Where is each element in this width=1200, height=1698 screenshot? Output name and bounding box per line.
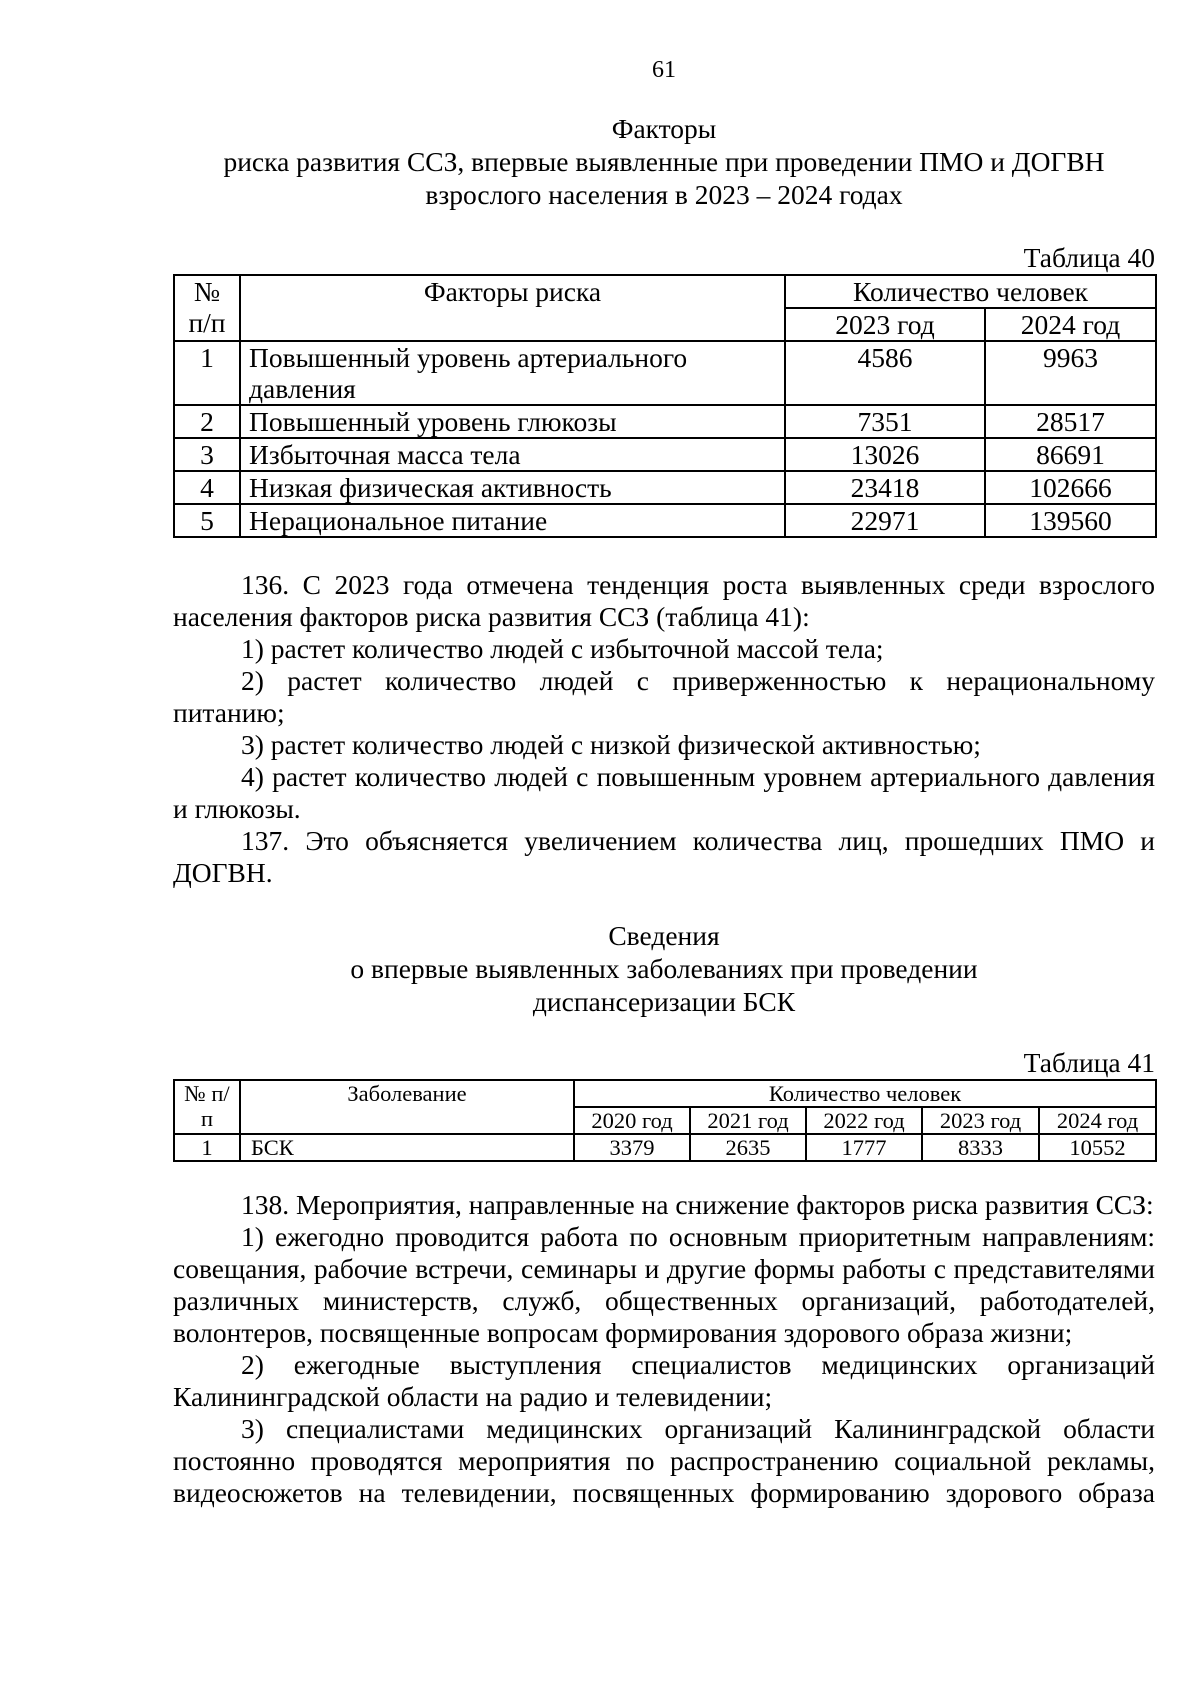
- row-factor: Повышенный уровень глюкозы: [240, 405, 785, 438]
- header-num: № п/п: [174, 1080, 240, 1134]
- heading-line: диспансеризации БСК: [532, 986, 796, 1017]
- paragraph: 3) растет количество людей с низкой физической активностью;: [241, 729, 981, 760]
- row-value: 4586: [785, 341, 985, 405]
- table-row: [174, 438, 1156, 471]
- table-row: [174, 405, 1156, 438]
- row-value: 8333: [922, 1134, 1039, 1161]
- table40-caption: Таблица 40: [1023, 242, 1155, 273]
- row-factor: Повышенный уровень артериального давления: [240, 341, 785, 405]
- heading-line: о впервые выявленных заболеваниях при проведении: [350, 953, 978, 984]
- header-factor: Факторы риска: [240, 275, 785, 341]
- page-number: 61: [652, 57, 676, 83]
- row-disease: БСК: [240, 1134, 574, 1161]
- document-page: [173, 54, 1155, 1509]
- paragraph: 136. С 2023 года отмечена тенденция роста выявленных среди взрослого населения факторов риска развития ССЗ (таблица 41):: [173, 569, 1155, 632]
- row-num: 5: [174, 504, 240, 537]
- row-factor: Низкая физическая активность: [240, 471, 785, 504]
- paragraph: 3) специалистами медицинских организаций Калининградской области постоянно проводятся мероприятия по распространению социальной рекламы, видеосюжетов на телевидении, посвященных формированию здорового образа: [173, 1413, 1155, 1508]
- row-value: 139560: [985, 504, 1156, 537]
- header-year: 2022 год: [806, 1107, 922, 1134]
- row-value: 7351: [785, 405, 985, 438]
- row-value: 3379: [574, 1134, 690, 1161]
- header-year: 2024 год: [985, 308, 1156, 341]
- paragraph: 1) ежегодно проводится работа по основным приоритетным направлениям: совещания, рабочие встречи, семинары и другие формы работы с представителями различных министерств, служб, общественных организаций, работодателей, волонтеров, посвященные вопросам формирования здорового образа жизни;: [173, 1221, 1155, 1348]
- table-41: [173, 1079, 1157, 1162]
- header-year: 2024 год: [1039, 1107, 1156, 1134]
- header-year: 2020 год: [574, 1107, 690, 1134]
- table-row: [174, 1134, 1156, 1161]
- row-value: 86691: [985, 438, 1156, 471]
- heading-line: Сведения: [608, 920, 720, 951]
- row-value: 1777: [806, 1134, 922, 1161]
- heading-line: взрослого населения в 2023 – 2024 годах: [425, 179, 903, 210]
- section2-heading: [173, 919, 1155, 1018]
- header-year: 2023 год: [922, 1107, 1039, 1134]
- section1-heading: [173, 112, 1155, 211]
- paragraph: 1) растет количество людей с избыточной массой тела;: [241, 633, 884, 664]
- row-value: 28517: [985, 405, 1156, 438]
- row-value: 9963: [985, 341, 1156, 405]
- row-num: 2: [174, 405, 240, 438]
- table-row: [174, 341, 1156, 405]
- table-40: [173, 274, 1157, 538]
- paragraph: 2) растет количество людей с приверженностью к нерациональному питанию;: [173, 665, 1155, 728]
- header-num: № п/п: [174, 275, 240, 341]
- paragraph: 4) растет количество людей с повышенным уровнем артериального давления и глюкозы.: [173, 761, 1155, 824]
- table-header-row: [174, 275, 1156, 308]
- paragraph: 2) ежегодные выступления специалистов медицинских организаций Калининградской области на радио и телевидении;: [173, 1349, 1155, 1412]
- header-count: Количество человек: [574, 1080, 1156, 1107]
- row-value: 102666: [985, 471, 1156, 504]
- row-value: 13026: [785, 438, 985, 471]
- table-row: [174, 471, 1156, 504]
- header-disease: Заболевание: [240, 1080, 574, 1134]
- table-header-row: [174, 1080, 1156, 1107]
- heading-line: риска развития ССЗ, впервые выявленные при проведении ПМО и ДОГВН: [223, 146, 1105, 177]
- row-factor: Избыточная масса тела: [240, 438, 785, 471]
- row-factor: Нерациональное питание: [240, 504, 785, 537]
- row-value: 23418: [785, 471, 985, 504]
- paragraph: 137. Это объясняется увеличением количества лиц, прошедших ПМО и ДОГВН.: [173, 825, 1155, 888]
- row-value: 2635: [690, 1134, 806, 1161]
- header-year: 2023 год: [785, 308, 985, 341]
- table41-caption: Таблица 41: [1023, 1047, 1155, 1078]
- body-text-2: [173, 1189, 1155, 1509]
- header-year: 2021 год: [690, 1107, 806, 1134]
- paragraph: 138. Мероприятия, направленные на снижение факторов риска развития ССЗ:: [241, 1189, 1154, 1220]
- row-num: 3: [174, 438, 240, 471]
- row-value: 22971: [785, 504, 985, 537]
- row-value: 10552: [1039, 1134, 1156, 1161]
- table-row: [174, 504, 1156, 537]
- heading-line: Факторы: [611, 113, 717, 144]
- header-count: Количество человек: [785, 275, 1156, 308]
- row-num: 1: [174, 341, 240, 405]
- row-num: 4: [174, 471, 240, 504]
- row-num: 1: [174, 1134, 240, 1161]
- body-text-1: [173, 569, 1155, 889]
